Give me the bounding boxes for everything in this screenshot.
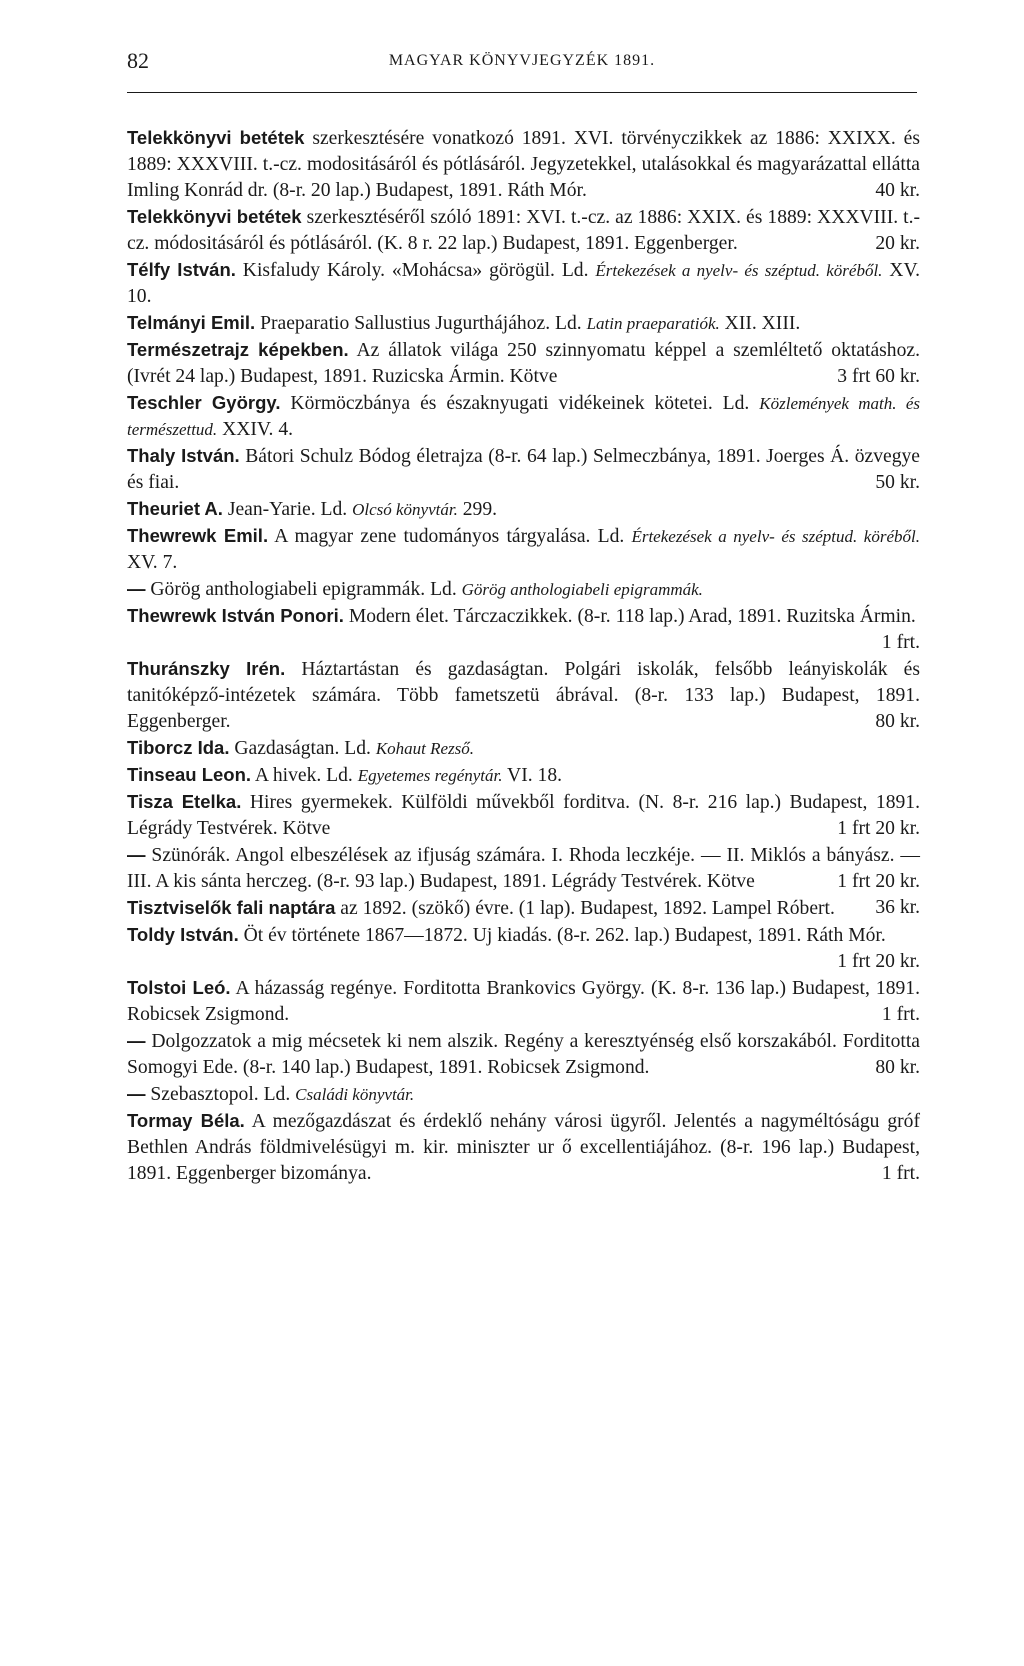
entry-series-italic: Kohaut Rezső. bbox=[375, 739, 475, 758]
entry-text: Modern élet. Tárczaczikkek. (8-r. 118 lap.) Arad, 1891. Ruzitska Ármin. bbox=[343, 606, 916, 627]
entry-heading: Thewrewk Emil. bbox=[127, 525, 269, 546]
entry-heading: Természetrajz képekben. bbox=[127, 339, 349, 360]
entry-heading: Tisztviselők fali naptára bbox=[127, 897, 336, 918]
catalog-entry bbox=[127, 735, 920, 762]
catalog-entry bbox=[127, 337, 920, 390]
entry-price: 80 kr. bbox=[875, 711, 920, 732]
entry-price: 1 frt 20 kr. bbox=[837, 871, 920, 892]
catalog-entry bbox=[127, 204, 920, 257]
entry-text-tail: VI. 18. bbox=[502, 765, 563, 786]
entry-text: Bátori Schulz Bódog életrajza (8-r. 64 lap.) Selmeczbánya, 1891. Joerges Á. özvegye és fiai. bbox=[127, 446, 920, 493]
entry-text: A mezőgazdászat és érdeklő nehány városi ügyről. Jelentés a nagyméltóságu gróf Bethlen András földmivelésügyi m. kir. miniszter ur ő excellentiájához. (8-r. 196 lap.) Budapest, 1891. Eggenberger bizománya. bbox=[127, 1111, 921, 1184]
catalog-entry bbox=[127, 1081, 920, 1108]
entry-price: 40 kr. bbox=[875, 180, 920, 201]
entry-text-tail: XV. 7. bbox=[127, 552, 178, 573]
catalog-entry bbox=[127, 523, 920, 576]
page-number: 82 bbox=[127, 48, 149, 73]
catalog-entry bbox=[127, 789, 920, 842]
entry-heading: — bbox=[127, 1030, 146, 1051]
entry-text: szerkesztéséről szóló 1891: XVI. t.-cz. az 1886: XXIX. és 1889: XXXVIII. t.-cz. módositásáról és pótlásáról. (K. 8 r. 22 lap.) Budapest, 1891. Eggenberger. bbox=[127, 207, 920, 254]
entry-text: A magyar zene tudományos tárgyalása. Ld. bbox=[268, 526, 632, 547]
entry-text: Az állatok világa 250 szinnyomatu képpel a szemléltető oktatáshoz. (Ivrét 24 lap.) Budapest, 1891. Ruzicska Ármin. Kötve bbox=[127, 340, 920, 387]
entry-heading: Telmányi Emil. bbox=[127, 312, 256, 333]
entry-heading: Toldy István. bbox=[127, 924, 239, 945]
entry-price: 20 kr. bbox=[875, 233, 920, 254]
catalog-entry bbox=[127, 922, 920, 975]
catalog-entry bbox=[127, 895, 920, 922]
entry-series-italic: Értekezések a nyelv- és széptud. köréből. bbox=[595, 261, 883, 280]
catalog-entry bbox=[127, 390, 920, 443]
entry-price: 36 kr. bbox=[875, 897, 920, 918]
entry-series-italic: Családi könyvtár. bbox=[295, 1085, 415, 1104]
entry-heading: Thewrewk István Ponori. bbox=[127, 605, 344, 626]
entry-heading: Tormay Béla. bbox=[127, 1110, 245, 1131]
entry-heading: Telekkönyvi betétek bbox=[127, 206, 302, 227]
catalog-entry bbox=[127, 842, 920, 895]
entry-text: Praeparatio Sallustius Jugurthájához. Ld. bbox=[255, 313, 587, 334]
entry-text: Görög anthologiabeli epigrammák. Ld. bbox=[145, 579, 462, 600]
entry-heading: Tisza Etelka. bbox=[127, 791, 242, 812]
entry-heading: Tinseau Leon. bbox=[127, 764, 252, 785]
catalog-entry bbox=[127, 762, 920, 789]
entry-price: 80 kr. bbox=[875, 1057, 920, 1078]
entry-text: Szünórák. Angol elbeszélések az ifjuság számára. I. Rhoda leczkéje. — II. Miklós a bányász. — III. A kis sánta herczeg. (8-r. 93 lap.) Budapest, 1891. Légrády Testvérek. Kötve bbox=[127, 845, 920, 892]
entry-price: 1 frt. bbox=[881, 1004, 920, 1025]
entry-heading: Telekkönyvi betétek bbox=[127, 127, 305, 148]
entry-price: 1 frt. bbox=[881, 1163, 920, 1184]
entry-heading: Thuránszky Irén. bbox=[127, 658, 286, 679]
entry-heading: Télfy István. bbox=[127, 259, 236, 280]
entry-series-italic: Olcsó könyvtár. bbox=[352, 500, 458, 519]
entry-text: Szebasztopol. Ld. bbox=[145, 1084, 296, 1105]
entry-text: Öt év története 1867—1872. Uj kiadás. (8-r. 262. lap.) Budapest, 1891. Ráth Mór. bbox=[238, 925, 886, 946]
entry-series-italic: Értekezések a nyelv- és széptud. köréből. bbox=[631, 527, 920, 546]
entry-heading: Theuriet A. bbox=[127, 498, 223, 519]
header-rule bbox=[127, 92, 917, 93]
entry-heading: Thaly István. bbox=[127, 445, 240, 466]
entry-text: Jean-Yarie. Ld. bbox=[222, 499, 353, 520]
entry-text: Háztartástan és gazdaságtan. Polgári iskolák, felsőbb leányiskolák és tanitóképző-intézetek számára. Több fametszetü ábrával. (8-r. 133 lap.) Budapest, 1891. Eggenberger. bbox=[127, 659, 920, 732]
entry-series-italic: Közlemények math. és természettud. bbox=[127, 394, 921, 439]
entry-series-italic: Görög anthologiabeli epigrammák. bbox=[461, 580, 703, 599]
entry-text: Körmöczbánya és északnyugati vidékeinek kötetei. Ld. bbox=[280, 393, 760, 414]
entry-price: 1 frt 20 kr. bbox=[837, 818, 920, 839]
entry-heading: — bbox=[127, 578, 146, 599]
catalog-entry bbox=[127, 1028, 920, 1081]
entry-text: A házasság regénye. Forditotta Brankovics György. (K. 8-r. 136 lap.) Budapest, 1891. Robicsek Zsigmond. bbox=[127, 978, 920, 1025]
entry-heading: Teschler György. bbox=[127, 392, 281, 413]
entry-text-tail: XV. 10. bbox=[127, 260, 920, 307]
entry-text: Dolgozzatok a mig mécsetek ki nem alszik. Regény a keresztyénség első korszakából. Forditotta Somogyi Ede. (8-r. 140 lap.) Budapest, 1891. Robicsek Zsigmond. bbox=[127, 1031, 920, 1078]
entry-text: az 1892. (szökő) évre. (1 lap). Budapest, 1892. Lampel Róbert. bbox=[335, 898, 835, 919]
entry-price: 3 frt 60 kr. bbox=[837, 366, 920, 387]
catalog-entry bbox=[127, 257, 920, 310]
entry-price: 50 kr. bbox=[875, 472, 920, 493]
entry-heading: Tolstoi Leó. bbox=[127, 977, 231, 998]
catalog-entry bbox=[127, 656, 920, 735]
entry-price: 1 frt 20 kr. bbox=[837, 951, 920, 972]
entry-series-italic: Egyetemes regénytár. bbox=[357, 766, 503, 785]
catalog-entry bbox=[127, 310, 920, 337]
entry-heading: — bbox=[127, 1083, 146, 1104]
entry-price: 1 frt. bbox=[881, 632, 920, 653]
catalog-entry bbox=[127, 1108, 920, 1187]
entry-series-italic: Latin praeparatiók. bbox=[586, 314, 720, 333]
entry-text: Gazdaságtan. Ld. bbox=[229, 738, 376, 759]
entry-text-tail: 299. bbox=[457, 499, 498, 520]
catalog-entry bbox=[127, 496, 920, 523]
entry-heading: — bbox=[127, 844, 146, 865]
entry-text-tail: XII. XIII. bbox=[719, 313, 801, 334]
entry-text: szerkesztésére vonatkozó 1891. XVI. törvényczikkek az 1886: XXIXX. és 1889: XXXVIII. t.-cz. modositásáról és pótlásáról. Jegyzetekkel, utalásokkal és magyarázattal ellátta Imling Konrád dr. (8-r. 20 lap.) Budapest, 1891. Ráth Mór. bbox=[127, 128, 921, 201]
catalog-entries bbox=[127, 125, 920, 1187]
catalog-entry bbox=[127, 975, 920, 1028]
page-header bbox=[127, 46, 917, 80]
entry-heading: Tiborcz Ida. bbox=[127, 737, 230, 758]
entry-text: Hires gyermekek. Külföldi művekből forditva. (N. 8-r. 216 lap.) Budapest, 1891. Légrády Testvérek. Kötve bbox=[127, 792, 920, 839]
catalog-entry bbox=[127, 576, 920, 603]
catalog-entry bbox=[127, 125, 920, 204]
entry-text-tail: XXIV. 4. bbox=[217, 419, 294, 440]
entry-text: Kisfaludy Károly. «Mohácsa» görögül. Ld. bbox=[235, 260, 596, 281]
catalog-entry bbox=[127, 603, 920, 656]
catalog-entry bbox=[127, 443, 920, 496]
entry-text: A hivek. Ld. bbox=[251, 765, 358, 786]
running-title: MAGYAR KÖNYVJEGYZÉK 1891. bbox=[388, 52, 656, 69]
